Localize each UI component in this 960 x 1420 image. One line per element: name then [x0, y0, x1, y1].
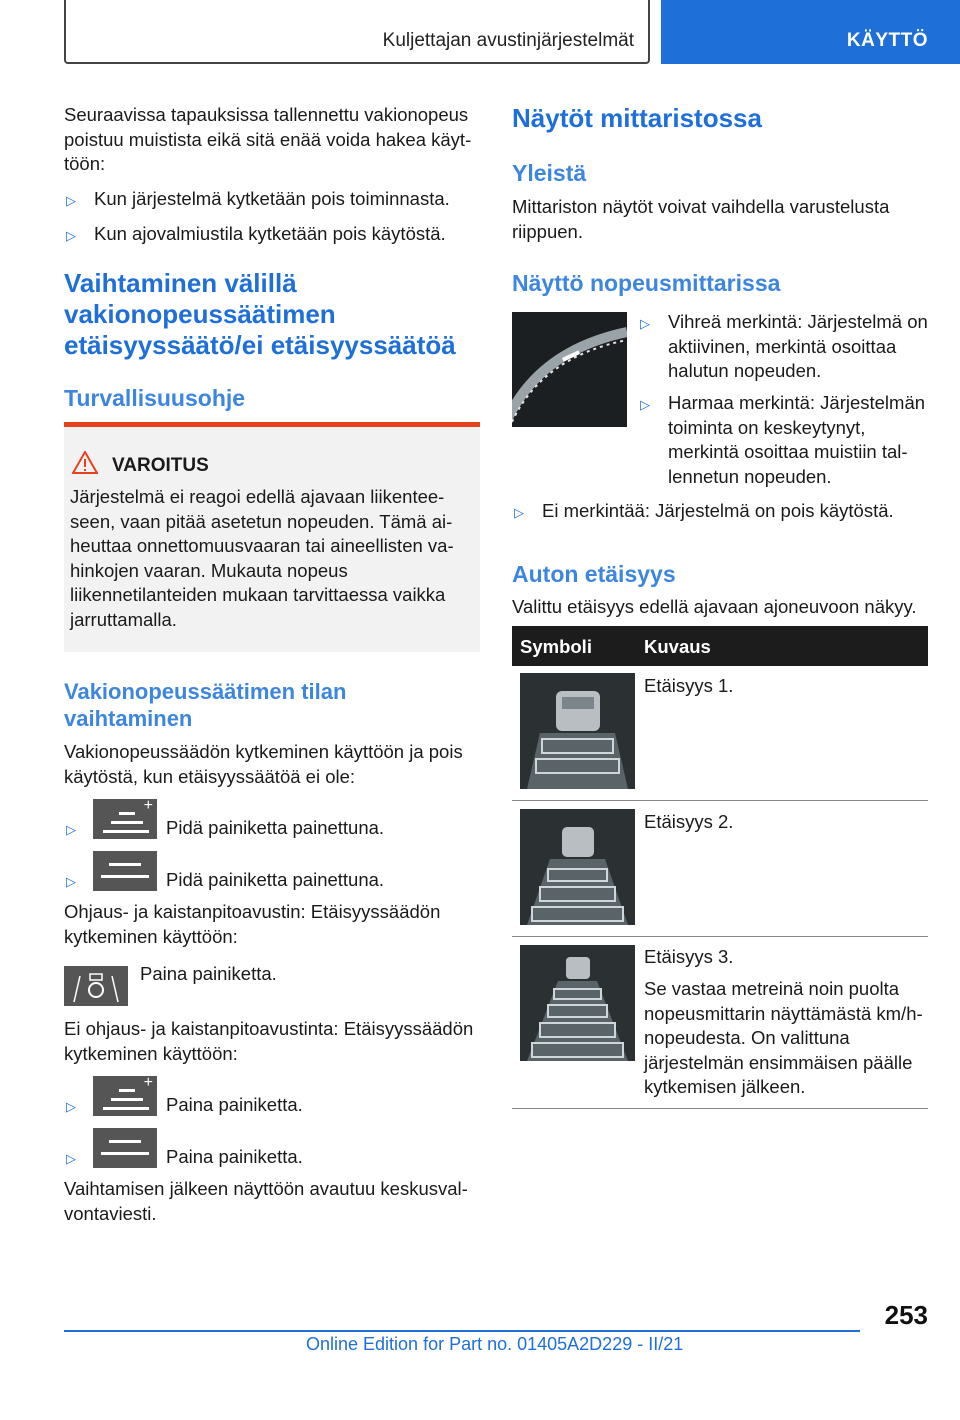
- press-text-2: Paina painiketta.: [166, 1146, 303, 1167]
- heading-speedo: Näyttö nopeusmittarissa: [512, 270, 781, 296]
- row-3-title: Etäisyys 3.: [644, 946, 734, 967]
- distance-text: Valittu etäisyys edellä ajavaan ajoneuvoon näkyy.: [512, 596, 917, 617]
- footer-edition: Online Edition for Part no. 01405A2D229 - II/21: [306, 1334, 684, 1354]
- after-text: Vaihtamisen jälkeen näyttöön avautuu keskusvalvontaviesti.: [64, 1178, 468, 1224]
- distance-1-image: [520, 673, 635, 789]
- footer-rule: [64, 1330, 860, 1332]
- cruise-button-icon: [93, 851, 157, 891]
- bullet-triangle-icon: ▷: [640, 397, 650, 412]
- header-section-box: [64, 0, 650, 64]
- row-2-title: Etäisyys 2.: [644, 811, 734, 832]
- intro-item-2: Kun ajovalmiustila kytketään pois käytöstä.: [94, 223, 446, 244]
- speedo-item-1: Vihreä merkintä: Järjestelmä on aktiivinen, merkintä osoittaa halutun nopeuden.: [668, 311, 928, 381]
- press-text-0: Paina painiketta.: [140, 963, 277, 984]
- intro-item-1: Kun järjestelmä kytketään pois toiminnasta.: [94, 188, 450, 209]
- speedo-item-3: Ei merkintää: Järjestelmä on pois käytöstä.: [542, 500, 894, 521]
- heading-distance: Auton etäisyys: [512, 561, 676, 587]
- table-row-divider: [512, 800, 928, 801]
- intro-text: Seuraavissa tapauksissa tallennettu vakionopeus poistuu muistista eikä sitä enää voida hakea käyttöön:: [64, 104, 472, 174]
- warning-box: [64, 422, 480, 652]
- bullet-triangle-icon: ▷: [66, 1099, 76, 1114]
- cruise-plus-button-icon: +: [93, 1076, 157, 1116]
- table-col-description: Kuvaus: [644, 636, 711, 657]
- steer-text: Ohjaus- ja kaistanpitoavustin: Etäisyyssäädön kytkeminen käyttöön:: [64, 901, 441, 947]
- row-3-note: Se vastaa metreinä noin puolta nopeusmittarin näyttämästä km/h-nopeudesta. On valittuna järjestelmän ensimmäisen päälle kytkemisen jälkeen.: [644, 978, 923, 1097]
- bullet-triangle-icon: ▷: [66, 822, 76, 837]
- speedo-item-2: Harmaa merkintä: Järjestelmän toiminta on keskeytynyt, merkintä osoittaa muistiin tallennetun nopeuden.: [668, 392, 926, 487]
- distance-3-image: [520, 945, 635, 1061]
- hold-text-1: Pidä painiketta painettuna.: [166, 817, 385, 838]
- hold-text-2: Pidä painiketta painettuna.: [166, 869, 385, 890]
- table-row-divider: [512, 936, 928, 937]
- heading-display: Näytöt mittaristossa: [512, 103, 762, 133]
- table-row-divider: [512, 1108, 928, 1109]
- nosteer-text: Ei ohjaus- ja kaistanpitoavustinta: Etäisyyssäädön kytkeminen käyttöön:: [64, 1018, 474, 1064]
- press-text-1: Paina painiketta.: [166, 1094, 303, 1115]
- bullet-triangle-icon: ▷: [640, 316, 650, 331]
- bullet-triangle-icon: ▷: [66, 193, 76, 208]
- warning-triangle-icon: [72, 451, 98, 474]
- speedometer-image: [512, 312, 627, 427]
- heading-general: Yleistä: [512, 160, 587, 186]
- header-chapter-title: KÄYTTÖ: [846, 30, 928, 51]
- heading-mode: Vakionopeussäätimen tilan vaihtaminen: [64, 679, 347, 731]
- bullet-triangle-icon: ▷: [66, 874, 76, 889]
- warning-text: Järjestelmä ei reagoi edellä ajavaan liikenteeseen, vaan pitää asetetun nopeuden. Tämä aiheuttaa onnettomuusvaaran tai aineellisten vahinkojen vaaran. Mukauta nopeus liikennetilanteiden mukaan tarvittaessa vaikka jarruttamalla.: [70, 486, 454, 630]
- mode-text: Vakionopeussäädön kytkeminen käyttöön ja pois käytöstä, kun etäisyyssäätöä ei ole:: [64, 741, 463, 787]
- general-text: Mittariston näytöt voivat vaihdella varustelusta riippuen.: [512, 196, 890, 242]
- page-number: 253: [884, 1300, 928, 1330]
- bullet-triangle-icon: ▷: [66, 228, 76, 243]
- heading-switch: Vaihtaminen välillä vakionopeussäätimen etäisyyssäätö/ei etäisyyssäätöä: [64, 268, 456, 360]
- header-chapter-tab: [661, 0, 960, 64]
- warning-title: VAROITUS: [112, 455, 209, 476]
- bullet-triangle-icon: ▷: [514, 505, 524, 520]
- cruise-plus-button-icon: +: [93, 799, 157, 839]
- header-section-title: Kuljettajan avustinjärjestelmät: [382, 30, 634, 51]
- distance-2-image: [520, 809, 635, 925]
- table-header: [512, 626, 928, 666]
- row-1-title: Etäisyys 1.: [644, 675, 734, 696]
- heading-safety: Turvallisuusohje: [64, 385, 246, 411]
- steering-assist-button-icon: [64, 966, 128, 1006]
- table-col-symbol: Symboli: [520, 636, 592, 657]
- bullet-triangle-icon: ▷: [66, 1151, 76, 1166]
- cruise-button-icon: [93, 1128, 157, 1168]
